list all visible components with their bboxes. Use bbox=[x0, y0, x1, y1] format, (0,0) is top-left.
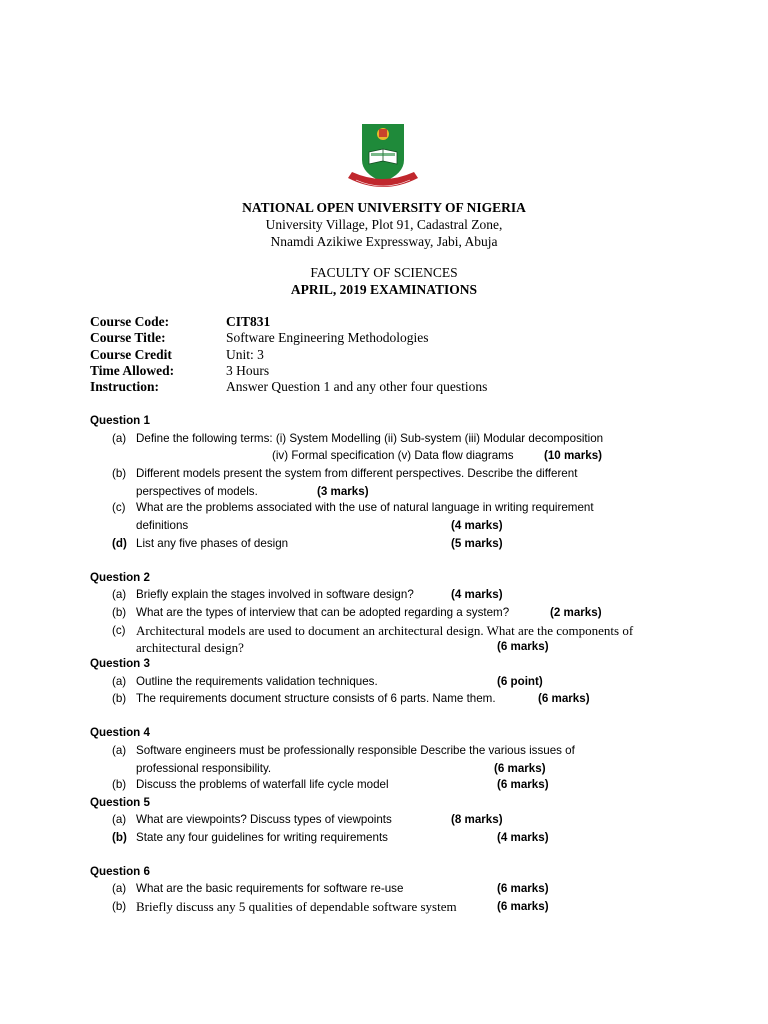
marks: (6 marks) bbox=[497, 640, 549, 653]
part-label: (a) bbox=[112, 813, 127, 826]
marks: (6 marks) bbox=[497, 900, 549, 913]
question-text: professional responsibility. bbox=[136, 762, 272, 775]
marks: (4 marks) bbox=[451, 588, 503, 601]
question-text: Briefly discuss any 5 qualities of dependable software system bbox=[136, 899, 457, 914]
marks: (6 marks) bbox=[538, 692, 590, 705]
part-label: (c) bbox=[112, 501, 126, 514]
info-label: Time Allowed: bbox=[90, 362, 175, 378]
address-line-1: University Village, Plot 91, Cadastral Zone, bbox=[265, 217, 503, 232]
marks: (6 marks) bbox=[497, 778, 549, 791]
part-label: (b) bbox=[112, 606, 127, 619]
question-text: perspectives of models. bbox=[136, 485, 258, 498]
info-label: Course Credit bbox=[90, 346, 172, 362]
marks: (6 point) bbox=[497, 675, 543, 688]
marks: (4 marks) bbox=[451, 519, 503, 532]
info-value: Answer Question 1 and any other four questions bbox=[226, 379, 488, 395]
part-label: (b) bbox=[112, 900, 127, 913]
question-text: The requirements document structure consists of 6 parts. Name them. bbox=[136, 692, 496, 705]
marks: (8 marks) bbox=[451, 813, 503, 826]
question-text: What are the types of interview that can be adopted regarding a system? bbox=[136, 606, 510, 619]
address-line-2: Nnamdi Azikiwe Expressway, Jabi, Abuja bbox=[270, 234, 498, 249]
part-label: (a) bbox=[112, 432, 127, 445]
question-text: definitions bbox=[136, 519, 189, 532]
part-label: (b) bbox=[112, 692, 127, 705]
marks: (6 marks) bbox=[494, 762, 546, 775]
question-text: Architectural models are used to document an architectural design. What are the components of bbox=[136, 623, 634, 638]
question-2-title: Question 2 bbox=[90, 571, 150, 584]
question-text: What are the basic requirements for software re-use bbox=[136, 882, 404, 895]
question-text: Different models present the system from different perspectives. Describe the different bbox=[136, 467, 578, 480]
question-1-title: Question 1 bbox=[90, 414, 150, 427]
marks: (3 marks) bbox=[317, 485, 369, 498]
faculty-name: FACULTY OF SCIENCES bbox=[310, 265, 458, 280]
institution-name: NATIONAL OPEN UNIVERSITY OF NIGERIA bbox=[242, 200, 526, 215]
info-label: Course Title: bbox=[90, 330, 166, 346]
question-3-title: Question 3 bbox=[90, 657, 150, 670]
question-text: Briefly explain the stages involved in software design? bbox=[136, 588, 414, 601]
marks: (10 marks) bbox=[544, 449, 603, 462]
question-5-title: Question 5 bbox=[90, 796, 150, 809]
part-label: (a) bbox=[112, 588, 127, 601]
question-text: (iv) Formal specification (v) Data flow diagrams bbox=[272, 449, 514, 462]
question-text: Outline the requirements validation techniques. bbox=[136, 675, 378, 688]
marks: (5 marks) bbox=[451, 537, 503, 550]
part-label: (a) bbox=[112, 675, 127, 688]
part-label: (c) bbox=[112, 624, 126, 637]
part-label: (b) bbox=[112, 778, 127, 791]
question-6-title: Question 6 bbox=[90, 865, 150, 878]
marks: (6 marks) bbox=[497, 882, 549, 895]
marks: (2 marks) bbox=[550, 606, 602, 619]
info-value: Software Engineering Methodologies bbox=[226, 330, 429, 346]
info-value: Unit: 3 bbox=[226, 346, 264, 362]
marks: (4 marks) bbox=[497, 831, 549, 844]
info-label: Instruction: bbox=[90, 379, 160, 395]
question-text: State any four guidelines for writing requirements bbox=[136, 831, 388, 844]
question-text: What are the problems associated with the use of natural language in writing requirement bbox=[136, 501, 594, 514]
info-value: CIT831 bbox=[226, 314, 271, 329]
part-label: (b) bbox=[112, 467, 127, 480]
question-text: Define the following terms: (i) System Modelling (ii) Sub-system (iii) Modular decomposition bbox=[136, 432, 604, 445]
question-text: Software engineers must be professionally responsible Describe the various issues of bbox=[136, 744, 575, 757]
part-label: (d) bbox=[112, 537, 127, 550]
question-text: Discuss the problems of waterfall life cycle model bbox=[136, 778, 389, 791]
info-value: 3 Hours bbox=[226, 362, 270, 378]
question-text: List any five phases of design bbox=[136, 537, 289, 550]
part-label: (a) bbox=[112, 882, 127, 895]
question-4-title: Question 4 bbox=[90, 726, 150, 739]
part-label: (a) bbox=[112, 744, 127, 757]
info-label: Course Code: bbox=[90, 314, 170, 329]
university-crest-icon bbox=[344, 122, 422, 194]
exam-title: APRIL, 2019 EXAMINATIONS bbox=[290, 282, 478, 297]
question-text: What are viewpoints? Discuss types of viewpoints bbox=[136, 813, 392, 826]
question-text: architectural design? bbox=[136, 640, 244, 655]
part-label: (b) bbox=[112, 831, 127, 844]
